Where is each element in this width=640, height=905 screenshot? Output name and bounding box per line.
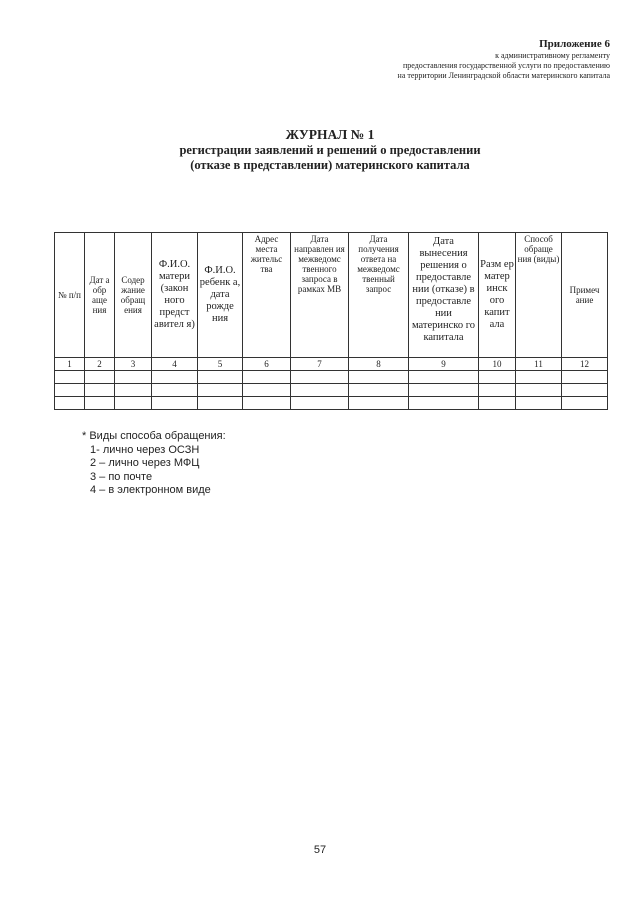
table-cell (409, 384, 479, 397)
table-cell (562, 397, 608, 410)
table-cell (243, 384, 291, 397)
column-header: Содер жание обращ ения (115, 233, 152, 358)
column-header: Дата получения ответа на межведомс твенный запрос (349, 233, 409, 358)
column-header: Адрес места жительс тва (243, 233, 291, 358)
column-number: 6 (243, 358, 291, 371)
column-header: Разм ер матер инск ого капит ала (479, 233, 516, 358)
column-number: 8 (349, 358, 409, 371)
appendix-line: к административному регламенту (495, 51, 610, 60)
column-number: 5 (198, 358, 243, 371)
table-row (55, 384, 608, 397)
column-number: 12 (562, 358, 608, 371)
table-header-row (55, 233, 608, 358)
table-cell (152, 397, 198, 410)
column-number: 4 (152, 358, 198, 371)
table-cell (291, 384, 349, 397)
table-cell (115, 397, 152, 410)
table-cell (115, 384, 152, 397)
column-header: Способ обраще ния (виды) (516, 233, 562, 358)
note-heading: * Виды способа обращения: (82, 430, 226, 442)
journal-title: ЖУРНАЛ № 1 (285, 127, 375, 142)
table-cell (198, 397, 243, 410)
column-numbers-row (55, 358, 608, 371)
journal-table (54, 232, 608, 410)
journal-subtitle: (отказе в представлении) материнского капитала (190, 158, 470, 172)
column-number: 2 (85, 358, 115, 371)
table-cell (152, 371, 198, 384)
table-cell (85, 397, 115, 410)
table-cell (291, 397, 349, 410)
table-cell (479, 371, 516, 384)
table-cell (349, 384, 409, 397)
table-cell (409, 397, 479, 410)
note-item: 1- лично через ОСЗН (90, 443, 200, 456)
column-header: № п/п (55, 233, 85, 358)
table-cell (479, 397, 516, 410)
column-number: 3 (115, 358, 152, 371)
table-cell (516, 371, 562, 384)
table-cell (115, 371, 152, 384)
table-cell (85, 371, 115, 384)
column-header: Дат а обр аще ния (85, 233, 115, 358)
page-number: 57 (313, 844, 327, 856)
column-header: Ф.И.О. матери (закон ного предст авител я) (152, 233, 198, 358)
table-cell (85, 384, 115, 397)
column-number: 9 (409, 358, 479, 371)
table-cell (55, 371, 85, 384)
table-cell (198, 384, 243, 397)
column-number: 10 (479, 358, 516, 371)
appendix-title: Приложение 6 (539, 38, 610, 50)
table-cell (479, 384, 516, 397)
table-cell (198, 371, 243, 384)
table-cell (55, 397, 85, 410)
journal-heading (60, 127, 600, 173)
table-cell (152, 384, 198, 397)
table-cell (562, 371, 608, 384)
table-cell (562, 384, 608, 397)
table-cell (243, 397, 291, 410)
column-header: Дата вынесения решения о предоставле нии (отказе) в предоставле нии материнско го капитала (409, 233, 479, 358)
table-row (55, 397, 608, 410)
note-item: 2 – лично через МФЦ (90, 457, 200, 469)
table-row (55, 371, 608, 384)
table-cell (349, 371, 409, 384)
column-header: Ф.И.О. ребенк а, дата рожде ния (198, 233, 243, 358)
column-number: 7 (291, 358, 349, 371)
table-cell (55, 384, 85, 397)
column-header: Примеч ание (562, 233, 608, 358)
note-item: 4 – в электронном виде (90, 484, 211, 496)
request-methods-note (82, 430, 226, 498)
appendix-header (398, 38, 610, 81)
column-number: 11 (516, 358, 562, 371)
table-cell (291, 371, 349, 384)
table-cell (243, 371, 291, 384)
table-cell (516, 397, 562, 410)
column-number: 1 (55, 358, 85, 371)
appendix-line: предоставления государственной услуги по предоставлению (403, 61, 610, 70)
table-cell (409, 371, 479, 384)
column-header: Дата направлен ия межведомс твенного запроса в рамках МВ (291, 233, 349, 358)
table-cell (349, 397, 409, 410)
journal-subtitle: регистрации заявлений и решений о предоставлении (179, 143, 481, 157)
note-item: 3 – по почте (90, 470, 153, 483)
appendix-line: на территории Ленинградской области материнского капитала (397, 71, 610, 80)
table-cell (516, 384, 562, 397)
